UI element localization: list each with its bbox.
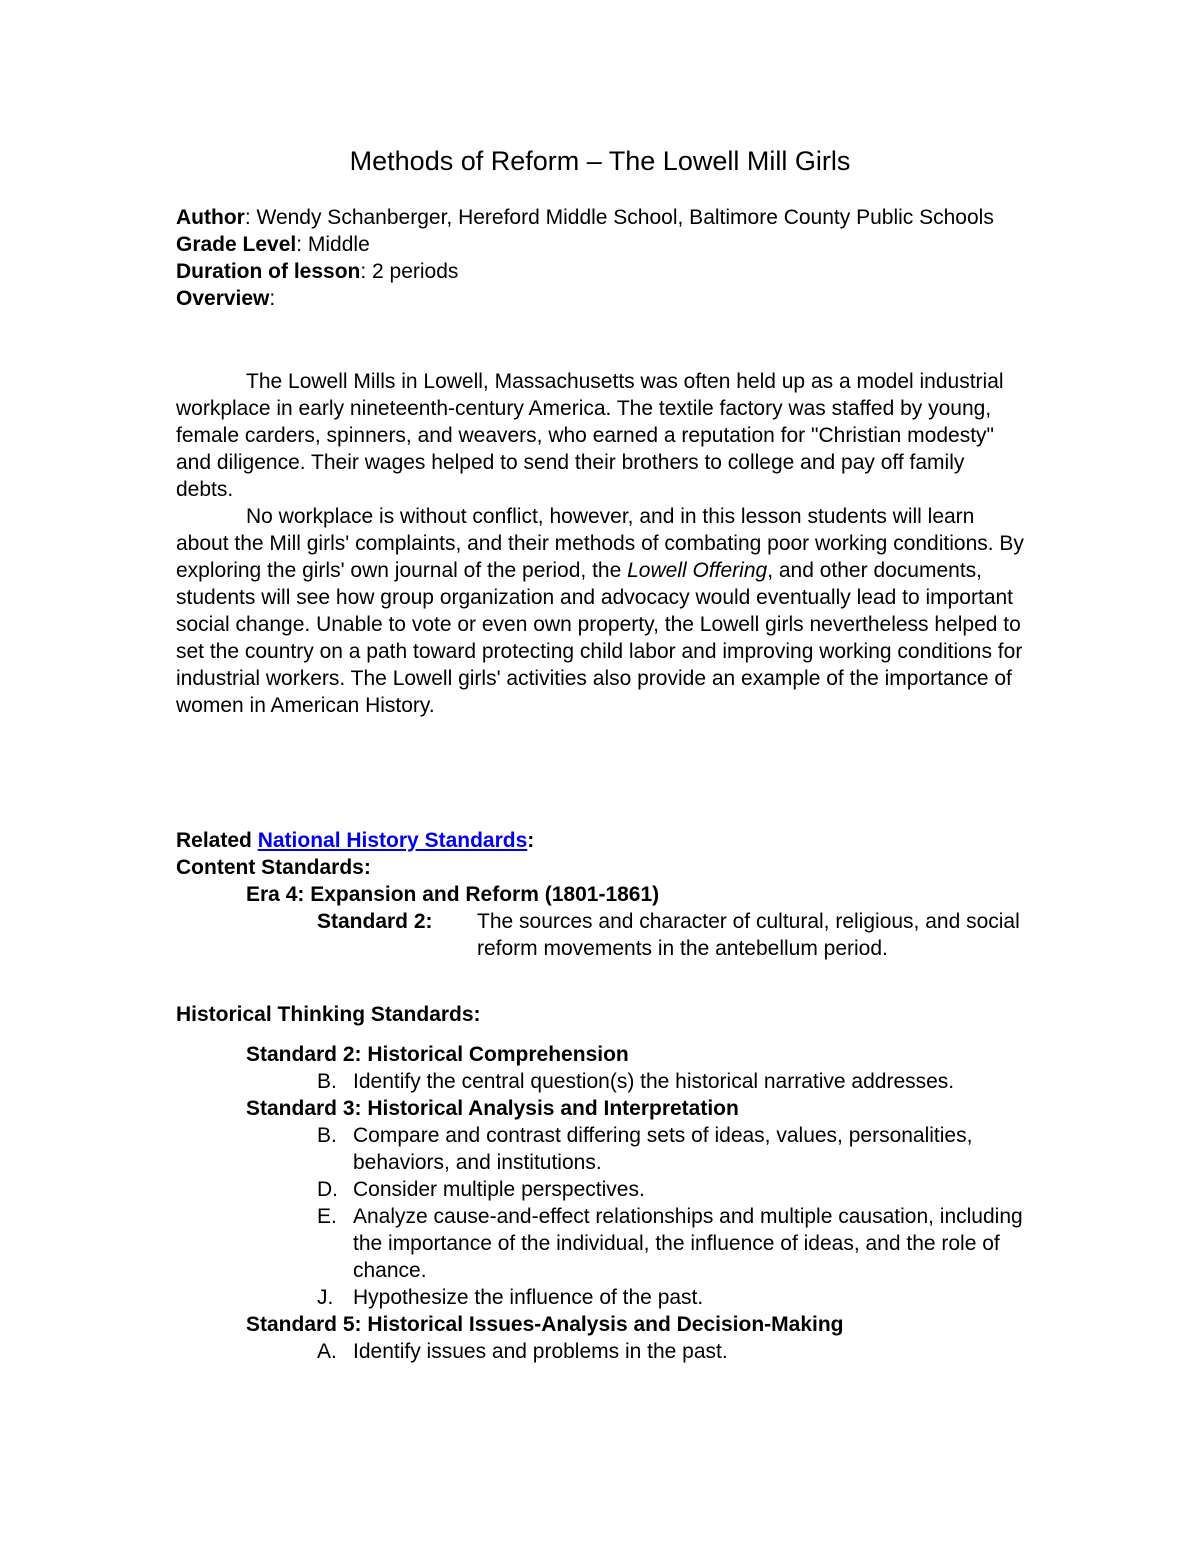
standard-2-label: Standard 2: xyxy=(317,910,433,933)
author-value: : Wendy Schanberger, Hereford Middle School, Baltimore County Public Schools xyxy=(244,206,994,229)
grade-value: : Middle xyxy=(296,233,370,256)
author-line xyxy=(176,204,1016,231)
list-item xyxy=(176,1203,1036,1284)
overview-label: Overview xyxy=(176,287,270,310)
duration-label: Duration of lesson xyxy=(176,260,361,283)
duration-value: : 2 periods xyxy=(360,260,459,283)
overview-paragraph-1: The Lowell Mills in Lowell, Massachusetts was often held up as a model industrial workplace in early nineteenth-century America. The textile factory was staffed by young, female carders, spinners, and weavers, who earned a reputation for "Christian modesty" and diligence. Their wages helped to send their brothers to college and pay off family debts. xyxy=(176,370,1004,501)
content-standards-heading: Content Standards: xyxy=(176,856,371,879)
standard-2-text: The sources and character of cultural, religious, and social reform movements in the antebellum period. xyxy=(477,910,1020,960)
list-item xyxy=(176,1068,1036,1095)
list-item xyxy=(176,1122,1036,1176)
item-text: Identify issues and problems in the past. xyxy=(353,1340,728,1363)
item-text: Analyze cause-and-effect relationships and multiple causation, including the importance of the individual, the influence of ideas, and the role of chance. xyxy=(353,1205,1023,1282)
grade-line xyxy=(176,231,1036,258)
list-item xyxy=(176,1338,1036,1365)
lowell-offering-title: Lowell Offering xyxy=(627,559,768,582)
page-title: Methods of Reform – The Lowell Mill Girls xyxy=(349,146,851,176)
related-label: Related xyxy=(176,829,258,852)
item-text: Hypothesize the influence of the past. xyxy=(353,1286,704,1309)
item-text: Compare and contrast differing sets of ideas, values, personalities, behaviors, and institutions. xyxy=(353,1124,973,1174)
author-label: Author xyxy=(176,206,245,229)
item-letter: B. xyxy=(317,1070,337,1093)
item-text: Identify the central question(s) the historical narrative addresses. xyxy=(353,1070,955,1093)
item-letter: B. xyxy=(317,1124,337,1147)
overview-colon: : xyxy=(269,287,276,310)
list-item xyxy=(176,1284,1036,1311)
item-letter: E. xyxy=(317,1205,337,1228)
overview-p2-start: No workplace is without conflict, however, and in this lesson students will learn about the Mill girls' complaints, and their methods of combating poor working conditions. By exploring the girls' own journal of the period, the xyxy=(176,505,1024,582)
item-letter: D. xyxy=(317,1178,339,1201)
duration-line xyxy=(176,258,1036,285)
era-heading: Era 4: Expansion and Reform (1801-1861) xyxy=(246,883,660,906)
historical-thinking-heading: Historical Thinking Standards: xyxy=(176,1003,481,1026)
hts-standard-2-title: Standard 2: Historical Comprehension xyxy=(246,1043,629,1066)
overview-p2-end: , and other documents, students will see how group organization and advocacy would eventually lead to important social change. Unable to vote or even own property, the Lowell girls nevertheless helped to set the country on a path toward protecting child labor and improving working conditions for industrial workers. The Lowell girls' activities also provide an example of the importance of women in American History. xyxy=(176,559,1023,717)
standard-2-row xyxy=(176,908,1036,962)
item-text: Consider multiple perspectives. xyxy=(353,1178,645,1201)
lesson-meta xyxy=(176,204,1036,312)
grade-label: Grade Level xyxy=(176,233,297,256)
related-standards-heading xyxy=(176,827,1036,854)
item-letter: J. xyxy=(317,1286,334,1309)
overview-paragraph-2 xyxy=(176,503,1026,719)
hts-standard-5-title: Standard 5: Historical Issues-Analysis and Decision-Making xyxy=(246,1313,844,1336)
historical-thinking-section xyxy=(176,1001,1036,1365)
item-letter: A. xyxy=(317,1340,337,1363)
standards-section xyxy=(176,827,1036,962)
list-item xyxy=(176,1176,1036,1203)
overview-text xyxy=(176,368,1026,719)
national-history-standards-link[interactable]: National History Standards xyxy=(257,829,528,852)
hts-standard-3-title: Standard 3: Historical Analysis and Interpretation xyxy=(246,1097,739,1120)
overview-heading xyxy=(176,285,1036,312)
related-colon: : xyxy=(527,829,535,852)
